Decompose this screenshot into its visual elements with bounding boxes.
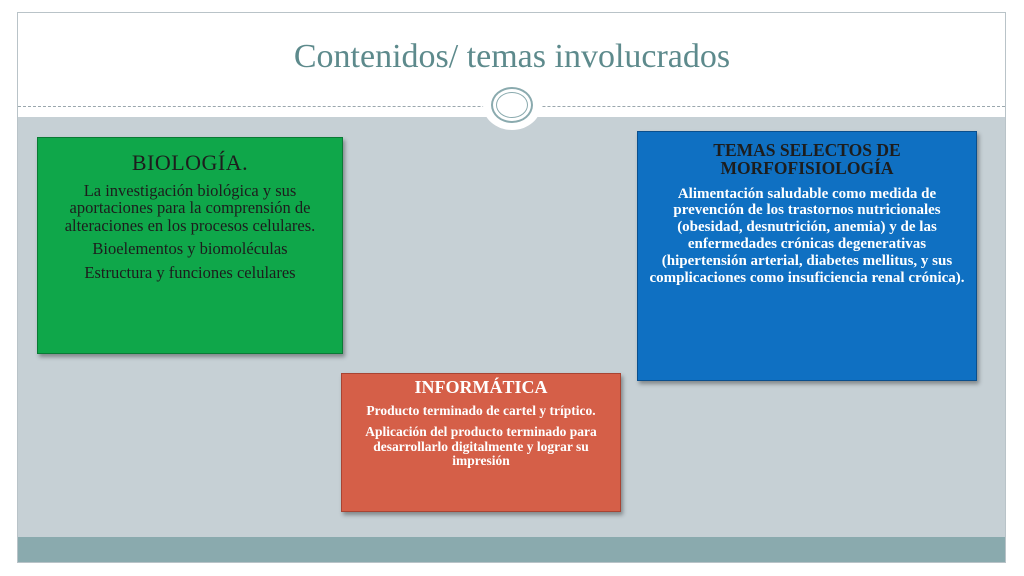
informatica-item: Producto terminado de cartel y tríptico.: [366, 403, 596, 418]
biologia-heading: BIOLOGÍA.: [131, 150, 249, 175]
informatica-box: [341, 373, 621, 512]
informatica-item: Aplicación del producto terminado para desarrollarlo digitalmente y lograr su impresión: [365, 424, 597, 468]
morfofisiologia-item: Alimentación saludable como medida de prevención de los trastornos nutricionales (obesidad, desnutrición, anemia) y de las enfermedades crónicas degenerativas (hipertensión arterial, diabetes mellitus, y sus complicaciones como insuficiencia renal crónica).: [649, 185, 965, 286]
bottom-accent-bar: [18, 537, 1005, 562]
biologia-item: Estructura y funciones celulares: [84, 262, 296, 282]
slide-title: Contenidos/ temas involucrados: [293, 38, 731, 75]
morfofisiologia-heading: TEMAS SELECTOS DE MORFOFISIOLOGÍA: [713, 140, 901, 178]
informatica-heading: INFORMÁTICA: [414, 377, 548, 397]
ring-icon: [491, 87, 533, 123]
morfofisiologia-box: [637, 131, 977, 381]
biologia-item: La investigación biológica y sus aportaciones para la comprensión de alteraciones en los procesos celulares.: [64, 181, 316, 235]
biologia-box: [37, 137, 343, 354]
biologia-item: Bioelementos y biomoléculas: [92, 239, 288, 259]
